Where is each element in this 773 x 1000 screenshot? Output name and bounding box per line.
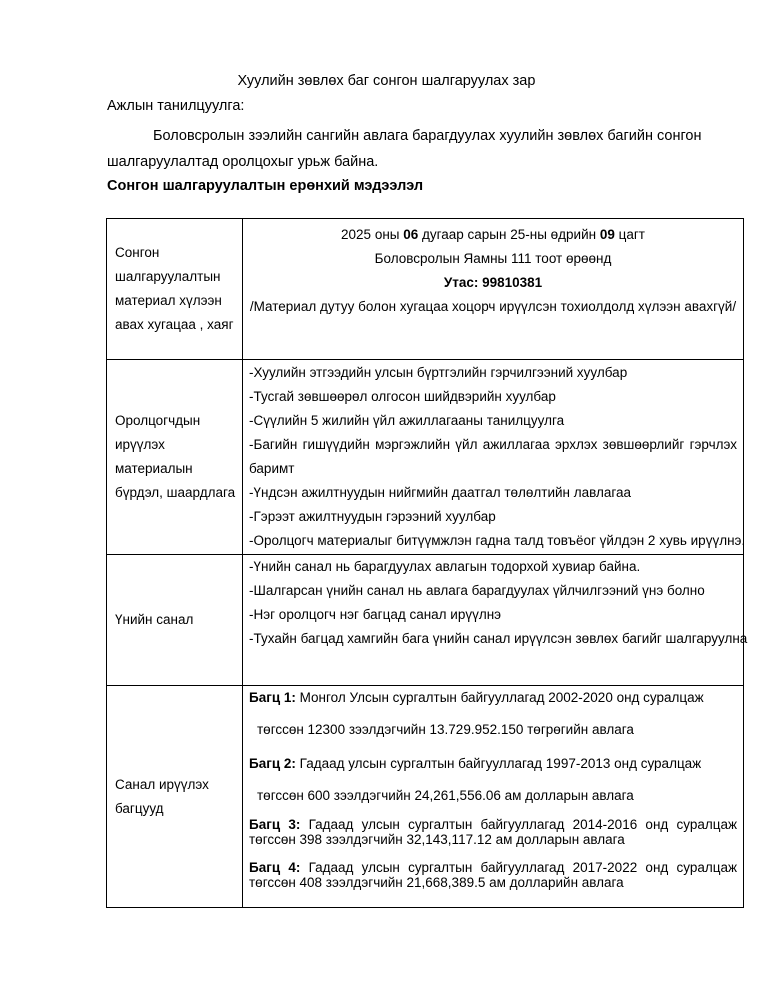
info-table (106, 218, 748, 908)
price-list (243, 555, 748, 686)
list-item: -Үндсэн ажилтнуудын нийгмийн даатгал төлөлтийн лавлагаа (249, 485, 632, 500)
list-item: -Гэрээт ажилтнуудын гэрээний хуулбар (249, 509, 496, 524)
materials-list (243, 360, 744, 555)
table-row-packages (107, 686, 744, 908)
list-item: баримт (249, 461, 295, 476)
package-1: Багц 1: Монгол Улсын сургалтын байгууллагад 2002-2020 онд суралцаж (249, 690, 704, 705)
list-item: -Багийн гишүүдийн мэргэжлийн үйл ажиллагаа эрхлэх зөвшөөрлийг гэрчлэх (249, 437, 737, 452)
package-1-detail: төгссөн 12300 зээлдэгчийн 13.729.952.150 төгрөгийн авлага (257, 722, 634, 737)
row-label: Оролцогчдын ирүүлэх материалын бүрдэл, шаардлага (107, 360, 243, 555)
document-title: Хуулийн зөвлөх баг сонгон шалгаруулах зар (237, 73, 536, 89)
package-2-detail: төгссөн 600 зээлдэгчийн 24,261,556.06 ам долларын авлага (257, 788, 634, 803)
package-4: Багц 4: Гадаад улсын сургалтын байгууллагад 2017-2022 онд суралцаж төгссөн 408 зээлдэгчийн 21,668,389.5 ам долларийн авлага (249, 860, 738, 890)
submission-note: /Материал дутуу болон хугацаа хоцорч ирүүлсэн тохиолдолд хүлээн авахгүй/ (249, 299, 737, 314)
row-label: Сонгон шалгаруулалтын материал хүлээн авах хугацаа , хаяг (107, 219, 243, 360)
submission-address: Боловсролын Яамны 111 тоот өрөөнд (374, 251, 612, 266)
table-row-materials (107, 360, 744, 555)
row-label: Үнийн санал (107, 555, 243, 686)
list-item: -Үнийн санал нь барагдуулах авлагын тодорхой хувиар байна. (249, 559, 641, 574)
intro-text: Боловсролын зээлийн сангийн авлага барагдуулах хуулийн зөвлөх багийн сонгон шалгаруулалтад оролцохыг урьж байна. (107, 128, 702, 170)
intro-heading: Ажлын танилцуулга: (107, 98, 245, 114)
table-row-price (107, 555, 744, 686)
list-item: -Нэг оролцогч нэг багцад санал ирүүлнэ (249, 607, 502, 622)
package-2: Багц 2: Гадаад улсын сургалтын байгууллагад 1997-2013 онд суралцаж (249, 756, 702, 771)
list-item: -Хуулийн этгээдийн улсын бүртгэлийн гэрчилгээний хуулбар (249, 365, 628, 380)
list-item: -Сүүлийн 5 жилийн үйл ажиллагааны танилцуулга (249, 413, 565, 428)
list-item: -Шалгарсан үнийн санал нь авлага барагдуулах үйлчилгээний үнэ болно (249, 583, 705, 598)
submission-phone: Утас: 99810381 (443, 275, 543, 290)
package-3: Багц 3: Гадаад улсын сургалтын байгууллагад 2014-2016 онд суралцаж төгссөн 398 зээлдэгчийн 32,143,117.12 ам долларын авлага (249, 817, 738, 847)
table-row-submission (107, 219, 744, 360)
section-heading: Сонгон шалгаруулалтын ерөнхий мэдээлэл (107, 178, 424, 194)
packages-list (243, 686, 744, 908)
list-item: -Тусгай зөвшөөрөл олгосон шийдвэрийн хуулбар (249, 389, 556, 404)
row-label: Санал ирүүлэх багцууд (107, 686, 243, 908)
submission-details (243, 219, 744, 360)
list-item: -Оролцогч материалыг битүүмжлэн гадна талд товъёог үйлдэн 2 хувь ирүүлнэ. (249, 533, 746, 548)
list-item: -Тухайн багцад хамгийн бага үнийн санал ирүүлсэн зөвлөх багийг шалгаруулна (249, 631, 748, 646)
submission-date: 2025 оны 06 дугаар сарын 25-ны өдрийн 09 цагт (341, 227, 645, 242)
